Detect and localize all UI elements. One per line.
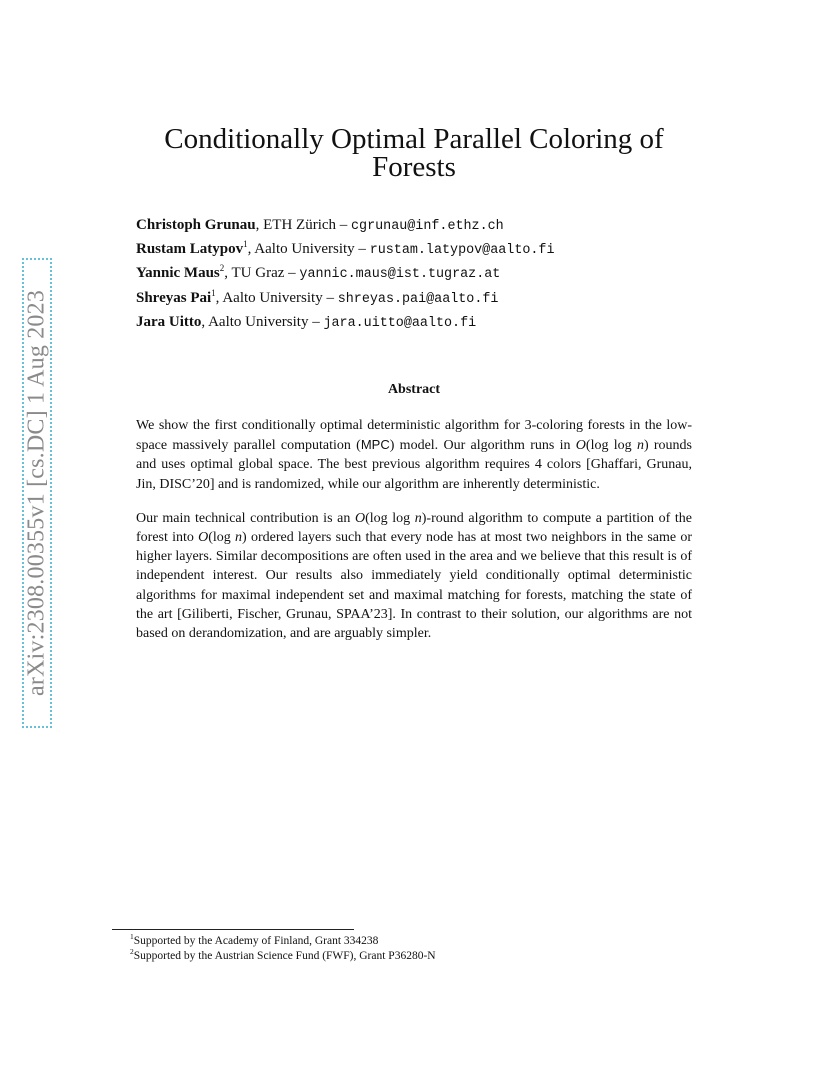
- author-entry: [136, 311, 696, 335]
- author-email: yannic.maus@ist.tugraz.at: [299, 267, 501, 283]
- footnote-mark: 1: [130, 932, 134, 942]
- author-name: Christoph Grunau: [136, 217, 256, 233]
- mpc-acronym: MPC: [360, 437, 390, 453]
- abstract-body: [136, 416, 692, 658]
- math-text: (log log: [365, 510, 415, 526]
- text-run: Our main technical contribution is an: [136, 510, 355, 526]
- author-name: Rustam Latypov: [136, 241, 244, 258]
- abstract-paragraph: [136, 416, 692, 494]
- author-affiliation: , Aalto University –: [247, 241, 370, 258]
- footnote: [130, 949, 710, 964]
- author-list: [136, 214, 696, 335]
- text-run: ) model. Our algorithm runs in: [389, 438, 576, 454]
- footnotes: [130, 934, 710, 964]
- footnote: [130, 934, 710, 949]
- math-symbol: n: [636, 438, 644, 454]
- author-footnote-mark: 1: [243, 239, 248, 250]
- author-entry: [136, 214, 696, 238]
- arxiv-identifier: arXiv:2308.00355v1 [cs.DC] 1 Aug 2023: [23, 289, 50, 697]
- author-affiliation: , TU Graz –: [224, 265, 300, 282]
- arxiv-stamp: [22, 258, 52, 728]
- paper-title: Conditionally Optimal Parallel Coloring of Forests: [164, 123, 664, 184]
- math-symbol: O: [354, 510, 366, 526]
- author-email: shreyas.pai@aalto.fi: [337, 291, 499, 307]
- text-run: ) ordered layers such that every node has at most two neighbors in the same or higher layers. Similar decompositions are often used in the area and we believe that this result is of independent interest. Our results also immediately yield conditionally optimal deterministic algorithms for maximal independent set and maximal matching for forests, matching the state of the art [Giliberti, Fischer, Grunau, SPAA’23]. In contrast to their solution, our algorithms are not based on derandomization, and are arguably simpler.: [136, 530, 692, 642]
- math-symbol: O: [575, 438, 586, 454]
- author-footnote-mark: 1: [211, 287, 216, 298]
- author-affiliation: , ETH Zürich –: [255, 217, 352, 233]
- math-symbol: O: [198, 530, 209, 546]
- author-affiliation: , Aalto University –: [215, 289, 338, 306]
- author-email: cgrunau@inf.ethz.ch: [351, 219, 504, 234]
- author-affiliation: , Aalto University –: [201, 313, 324, 330]
- author-footnote-mark: 2: [219, 263, 225, 274]
- text-run: ) rounds and uses optimal global space. The best previous algorithm requires 4 colors [Ghaffari, Grunau, Jin, DISC’20] and is randomized, while our algorithm are inherently deterministic.: [136, 438, 692, 492]
- abstract-heading: Abstract: [387, 382, 441, 397]
- text-run: We show the first conditionally optimal deterministic algorithm for 3-coloring forests in the low-space massively parallel computation (: [136, 418, 692, 454]
- math-symbol: n: [235, 530, 243, 546]
- author-name: Jara Uitto: [136, 313, 202, 330]
- author-entry: [136, 287, 696, 311]
- math-text: (log: [208, 530, 236, 546]
- footnote-rule: [112, 929, 354, 930]
- author-name: Shreyas Pai: [136, 289, 212, 306]
- abstract-paragraph: [136, 509, 692, 643]
- math-symbol: n: [414, 510, 422, 526]
- math-text: (log log: [585, 438, 637, 454]
- author-entry: [136, 238, 696, 262]
- author-name: Yannic Maus: [136, 265, 220, 282]
- author-entry: [136, 262, 696, 286]
- footnote-mark: 2: [130, 947, 134, 957]
- author-email: jara.uitto@aalto.fi: [323, 315, 477, 331]
- footnote-text: Supported by the Academy of Finland, Grant 334238: [133, 935, 379, 947]
- footnote-text: Supported by the Austrian Science Fund (FWF), Grant P36280-N: [133, 950, 436, 962]
- author-email: rustam.latypov@aalto.fi: [369, 243, 555, 259]
- text-run: )-round algorithm to compute a partition of the forest into: [136, 510, 692, 546]
